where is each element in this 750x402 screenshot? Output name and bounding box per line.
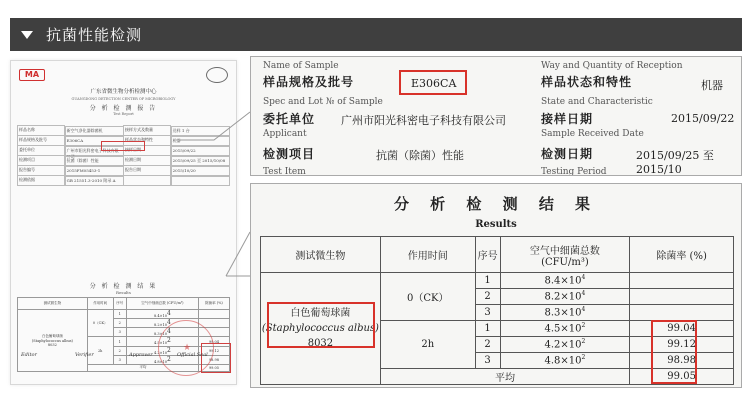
value-test-item: 抗菌（除菌）性能 <box>376 149 464 162</box>
thumbnail-info-cell: 报告编号 <box>18 166 65 176</box>
count-base: 4.5×10 <box>544 323 582 335</box>
seq-cell: 3 <box>475 305 500 321</box>
section-title: 抗菌性能检测 <box>46 26 143 44</box>
thumbnail-info-row <box>18 126 230 136</box>
thumbnail-info-cell: 抗菌（除菌）性能 <box>65 156 125 166</box>
thumbnail-count-base: 4.8×10 <box>154 359 167 364</box>
thumbnail-count-exp: 2 <box>166 346 171 354</box>
thumbnail-info-cell: 检测项目 <box>18 156 65 166</box>
organism-en: (Staphylococcus albus) <box>261 323 379 334</box>
thumbnail-info-cell: 2015/09/25 至 2015/10/08 <box>171 156 231 166</box>
thumbnail-info-table <box>17 125 230 186</box>
label-en2-row1: State and Characteristic <box>541 97 653 107</box>
count-exponent: 4 <box>581 290 586 298</box>
count-cell <box>500 305 630 321</box>
thumbnail-info-cell: 样品状态和特性 <box>124 136 171 146</box>
organism-cn: 白色葡萄球菌 <box>290 308 351 319</box>
header-seq: 序号 <box>475 237 500 273</box>
thumbnail-seq-cell: 1 <box>113 337 126 346</box>
thumbnail-report-en: Test Report <box>113 112 134 116</box>
thumbnail-results-header <box>18 298 230 310</box>
signature-verifier: Verifier <box>75 352 94 358</box>
results-title: 分 析 检 测 结 果 <box>393 195 599 213</box>
results-subtitle: Results <box>475 219 517 230</box>
seq-cell: 1 <box>475 321 500 337</box>
count-cell <box>500 337 630 353</box>
thumbnail-count-base: 8.3×10 <box>154 332 167 337</box>
thumbnail-results-row <box>18 310 230 319</box>
count-cell <box>500 273 630 289</box>
average-label: 平均 <box>380 369 629 385</box>
thumbnail-time-cell: 2h <box>87 337 113 364</box>
thumbnail-org-cn: 广东省微生物分析检测中心 <box>90 89 157 95</box>
thumbnail-info-row <box>18 156 230 166</box>
thumbnail-highlight-spec <box>101 141 145 151</box>
thumbnail-info-cell: 2015/09/22 <box>171 146 231 156</box>
thumbnail-results-header-cell: 空气中细菌总数 (CFU/m³) <box>126 298 198 310</box>
label-en-row3: Test Item <box>263 167 306 176</box>
thumbnail-rate-cell <box>198 310 229 319</box>
thumbnail-count-base: 8.2×10 <box>154 323 167 328</box>
thumbnail-results-header-cell: 测试微生物 <box>18 298 88 310</box>
thumbnail-info-cell: 新空气净化器除菌机 <box>65 126 125 136</box>
thumbnail-count-base: 4.5×10 <box>154 341 167 346</box>
thumbnail-info-cell: 接样方式及数量 <box>124 126 171 136</box>
thumbnail-info-cell: 2015FM05453-1 <box>65 166 125 176</box>
thumbnail-count-exp: 2 <box>166 337 171 345</box>
count-cell <box>500 321 630 337</box>
results-row <box>261 273 734 289</box>
thumbnail-seq-cell: 2 <box>113 319 126 328</box>
thumbnail-seq-cell: 3 <box>113 328 126 337</box>
thumbnail-results-header-cell: 除菌率 (%) <box>198 298 229 310</box>
thumbnail-count-base: 4.2×10 <box>154 350 167 355</box>
thumbnail-info-cell: 接样日期 <box>124 146 171 156</box>
thumbnail-info-row <box>18 176 230 186</box>
signature-seal-label: Official Seal <box>177 352 208 358</box>
collapse-triangle-icon[interactable] <box>21 31 33 39</box>
results-zoom-panel <box>250 183 742 388</box>
thumbnail-organism-en: (Staphylococcus albus) <box>31 338 73 343</box>
count-cell <box>500 353 630 369</box>
thumbnail-org-en: GUANGDONG DETECTION CENTER OF MICROBIOLOGY <box>71 97 176 101</box>
thumbnail-count-base: 8.4×10 <box>154 314 167 319</box>
thumbnail-count-exp: 4 <box>166 328 171 336</box>
rate-cell <box>630 289 734 305</box>
label-en2-row3: Testing Period <box>541 167 607 176</box>
organism-code: 8032 <box>307 338 334 349</box>
label-en2-row2: Sample Received Date <box>541 129 644 139</box>
count-base: 4.2×10 <box>544 339 582 351</box>
rate-cell: 98.98 <box>630 353 734 369</box>
label-en-row2: Applicant <box>263 129 307 139</box>
thumbnail-heading <box>11 87 236 116</box>
header-organism: 测试微生物 <box>261 237 381 273</box>
header-count <box>500 237 630 273</box>
value-sample-state: 机器 <box>701 79 723 92</box>
count-exponent: 4 <box>581 306 586 314</box>
count-exponent: 2 <box>581 338 586 346</box>
accreditation-logo <box>206 67 228 83</box>
count-exponent: 4 <box>581 274 586 282</box>
count-base: 8.4×10 <box>544 275 582 287</box>
label-en-row0: Name of Sample <box>263 61 339 71</box>
label-testing-date: 检测日期 <box>541 147 594 161</box>
seq-cell: 1 <box>475 273 500 289</box>
time-cell: 0（CK） <box>380 273 475 321</box>
highlight-rates <box>651 320 697 384</box>
thumbnail-rate-cell: 98.98 <box>198 355 229 364</box>
thumbnail-info-cell <box>124 176 171 186</box>
thumbnail-results-header-cell: 作用时间 <box>87 298 113 310</box>
thumbnail-info-row <box>18 166 230 176</box>
thumbnail-info-cell: 样品名称 <box>18 126 65 136</box>
thumbnail-results-title: 分 析 检 测 结 果 <box>89 283 158 290</box>
header-rate: 除菌率 (%) <box>630 237 734 273</box>
highlight-spec-lot <box>399 70 467 95</box>
thumbnail-time-cell: 0（CK） <box>87 310 113 337</box>
count-exponent: 2 <box>581 354 586 362</box>
value-spec-lot: E306CA <box>411 77 457 90</box>
thumbnail-info-cell: 机器 <box>171 136 231 146</box>
count-cell <box>500 289 630 305</box>
value-received-date: 2015/09/22 <box>671 112 735 125</box>
results-header-row <box>261 237 734 273</box>
signature-editor: Editor <box>21 352 37 358</box>
time-cell: 2h <box>380 321 475 369</box>
thumbnail-seq-cell: 2 <box>113 346 126 355</box>
highlight-organism <box>267 302 375 348</box>
count-exponent: 2 <box>581 322 586 330</box>
thumbnail-info-cell: 委托单位 <box>18 146 65 156</box>
thumbnail-info-cell: 检测日期 <box>124 156 171 166</box>
info-zoom-panel <box>250 56 742 176</box>
thumbnail-organism-code: 8032 <box>47 342 57 347</box>
seq-cell: 2 <box>475 289 500 305</box>
rate-cell <box>630 273 734 289</box>
label-sample-state: 样品状态和特性 <box>541 75 633 89</box>
thumbnail-count-exp: 4 <box>166 319 171 327</box>
thumbnail-info-cell: E306CA <box>65 136 125 146</box>
seq-cell: 2 <box>475 337 500 353</box>
section-header[interactable] <box>10 18 742 51</box>
header-count-label: 空气中细菌总数 <box>529 245 600 257</box>
label-applicant: 委托单位 <box>263 112 316 126</box>
seq-cell: 3 <box>475 353 500 369</box>
thumbnail-count-exp: 4 <box>166 310 171 317</box>
seal-star-icon: ★ <box>183 343 192 353</box>
label-received-date: 接样日期 <box>541 112 594 126</box>
count-base: 4.8×10 <box>544 355 582 367</box>
thumbnail-info-cell: 2015/10/20 <box>171 166 231 176</box>
thumbnail-info-cell: 送样 1 台 <box>171 126 231 136</box>
thumbnail-info-cell: 检测依据 <box>18 176 65 186</box>
thumbnail-results-header-cell: 序号 <box>113 298 126 310</box>
thumbnail-info-cell: GB 21551.3-2010 附录 A <box>65 176 125 186</box>
average-rate: 99.05 <box>630 369 734 385</box>
label-en-row1: Spec and Lot № of Sample <box>263 97 383 107</box>
header-count-unit: (CFU/m³) <box>541 256 589 268</box>
thumbnail-seq-cell: 1 <box>113 310 126 319</box>
report-thumbnail <box>10 60 237 385</box>
thumbnail-info-cell: 广州市阳光科密电子科技有限公司 <box>65 146 125 156</box>
rate-cell: 99.12 <box>630 337 734 353</box>
thumbnail-report-title: 分 析 检 测 报 告 <box>89 105 158 112</box>
label-en2-row0: Way and Quantity of Reception <box>541 61 683 71</box>
rate-cell: 99.04 <box>630 321 734 337</box>
thumbnail-results-sub: Results <box>116 290 131 295</box>
cma-logo: MA <box>19 69 45 81</box>
signature-approver: Approver <box>129 352 153 358</box>
thumbnail-organism-cn: 白色葡萄球菌 <box>41 333 63 338</box>
header-time: 作用时间 <box>380 237 475 273</box>
thumbnail-info-cell: 报告日期 <box>124 166 171 176</box>
thumbnail-rate-cell: 99.12 <box>198 346 229 355</box>
thumbnail-average-rate: 99.05 <box>198 364 229 371</box>
official-seal <box>158 320 214 376</box>
thumbnail-info <box>17 125 230 186</box>
thumbnail-count-exp: 2 <box>166 355 171 363</box>
thumbnail-count-cell <box>126 310 198 319</box>
count-base: 8.3×10 <box>544 307 582 319</box>
thumbnail-info-cell <box>171 176 231 186</box>
count-base: 8.2×10 <box>544 291 582 303</box>
thumbnail-info-cell: 样品规格及批号 <box>18 136 65 146</box>
value-testing-date: 2015/09/25 至 2015/10 <box>636 149 714 176</box>
label-spec-lot: 样品规格及批号 <box>263 75 355 89</box>
thumbnail-average-label: 平均 <box>87 364 198 371</box>
rate-cell <box>630 305 734 321</box>
value-applicant: 广州市阳光科密电子科技有限公司 <box>341 114 506 127</box>
thumbnail-seq-cell: 3 <box>113 355 126 364</box>
thumbnail-rate-cell: 99.04 <box>198 337 229 346</box>
label-test-item: 检测项目 <box>263 147 316 161</box>
